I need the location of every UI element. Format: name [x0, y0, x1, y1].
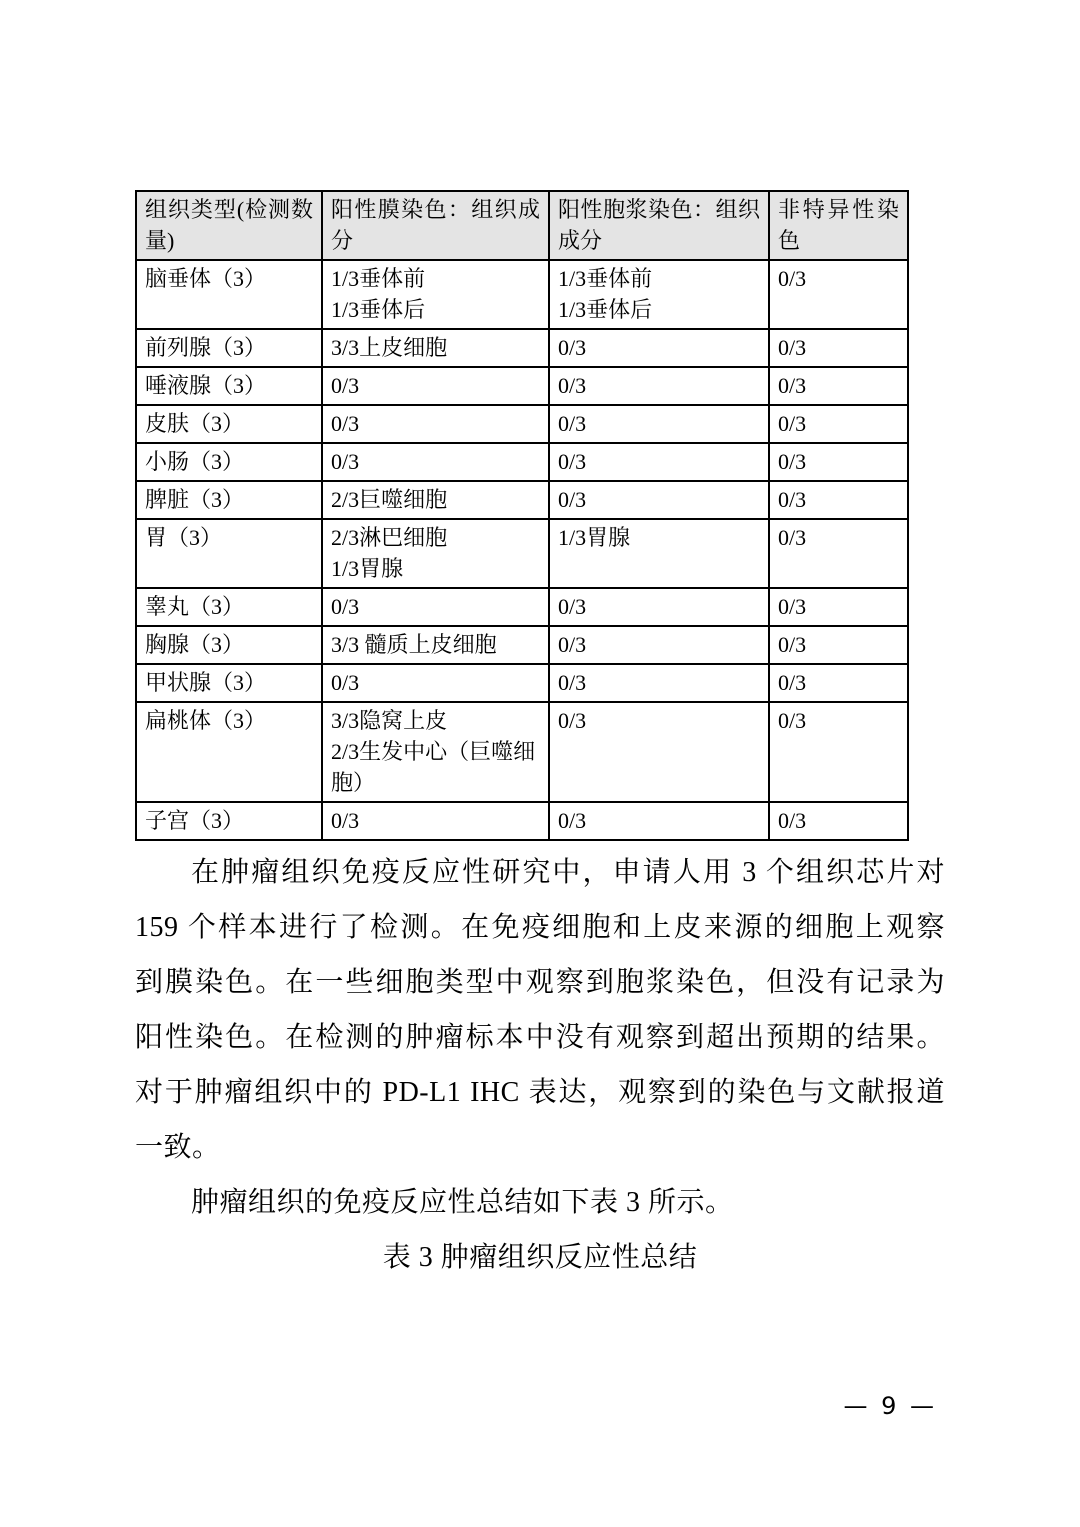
table-cell-line: 前列腺（3）	[145, 335, 267, 360]
table-cell-line: 0/3	[558, 335, 587, 360]
table-cell	[136, 481, 322, 519]
table-cell	[549, 329, 769, 367]
table-cell	[322, 702, 549, 802]
table-cell-line: 1/3垂体后	[331, 297, 426, 322]
table-row	[136, 802, 908, 840]
table-header-row	[136, 191, 908, 260]
table-cell-line: 0/3	[778, 411, 807, 436]
table-cell	[136, 443, 322, 481]
table-cell	[322, 802, 549, 840]
header-cell-line: 阳性胞浆染色：组织	[558, 197, 760, 222]
paragraph-2: 肿瘤组织的免疫反应性总结如下表 3 所示。	[191, 1187, 734, 1218]
table-cell-line: 3/3上皮细胞	[331, 335, 448, 360]
header-cell-line: 量)	[145, 228, 175, 253]
table-cell	[322, 443, 549, 481]
table-cell	[322, 481, 549, 519]
table-cell-line: 2/3淋巴细胞	[331, 525, 448, 550]
table-cell-line: 1/3胃腺	[331, 556, 404, 581]
table-cell	[769, 664, 908, 702]
table3-caption: 表 3 肿瘤组织反应性总结	[382, 1242, 698, 1273]
table-cell-line: 脾脏（3）	[145, 487, 245, 512]
table-cell	[136, 588, 322, 626]
header-cell-line: 阳性膜染色：组织成	[331, 197, 540, 222]
table-row	[136, 405, 908, 443]
table-cell	[136, 260, 322, 329]
table-row	[136, 367, 908, 405]
table-cell-line: 2/3生发中心（巨噬细	[331, 739, 536, 764]
table-cell	[136, 802, 322, 840]
table-cell-line: 0/3	[558, 632, 587, 657]
table-cell-line: 0/3	[331, 594, 360, 619]
table-cell-line: 1/3垂体前	[331, 266, 426, 291]
table-cell	[549, 702, 769, 802]
table-cell-line: 1/3胃腺	[558, 525, 631, 550]
table-cell-line: 0/3	[778, 373, 807, 398]
table-cell	[322, 329, 549, 367]
table-cell-line: 0/3	[558, 373, 587, 398]
page-number: — 9 —	[843, 1392, 937, 1420]
table-cell-line: 0/3	[331, 449, 360, 474]
table-cell-line: 0/3	[778, 808, 807, 833]
table-cell	[769, 481, 908, 519]
table-cell	[549, 481, 769, 519]
table-cell	[549, 626, 769, 664]
table-cell-line: 0/3	[778, 487, 807, 512]
table-cell-line: 0/3	[558, 411, 587, 436]
table-cell	[769, 329, 908, 367]
table-cell	[322, 367, 549, 405]
paragraph-line: 到膜染色。在一些细胞类型中观察到胞浆染色，但没有记录为	[135, 967, 945, 998]
table-body	[136, 260, 908, 840]
tissue-reactivity-table	[135, 190, 909, 841]
table-cell	[769, 405, 908, 443]
table-cell	[322, 405, 549, 443]
table-cell-line: 0/3	[778, 708, 807, 733]
table-cell-line: 0/3	[558, 708, 587, 733]
table-cell	[769, 367, 908, 405]
table-cell-line: 0/3	[331, 670, 360, 695]
table-cell	[769, 443, 908, 481]
table-row	[136, 519, 908, 588]
table-cell	[136, 664, 322, 702]
table-cell	[136, 405, 322, 443]
header-cell-line: 分	[331, 228, 354, 253]
table-row	[136, 664, 908, 702]
table-cell	[136, 519, 322, 588]
table-row	[136, 702, 908, 802]
table-cell	[549, 405, 769, 443]
table-row	[136, 481, 908, 519]
body-text-block	[135, 845, 945, 1285]
table-cell-line: 脑垂体（3）	[145, 266, 267, 291]
table-cell-line: 胞）	[331, 770, 376, 795]
table-cell	[136, 626, 322, 664]
table-row	[136, 588, 908, 626]
table-cell	[549, 260, 769, 329]
table-header-cell	[549, 191, 769, 260]
table-cell-line: 睾丸（3）	[145, 594, 245, 619]
table-cell-line: 0/3	[778, 525, 807, 550]
table-cell	[769, 519, 908, 588]
table-cell-line: 0/3	[778, 449, 807, 474]
table-row	[136, 260, 908, 329]
paragraph-1	[135, 845, 945, 1175]
paragraph-line: 对于肿瘤组织中的 PD-L1 IHC 表达，观察到的染色与文献报道	[135, 1077, 945, 1108]
table-cell-line: 0/3	[558, 449, 587, 474]
table-row	[136, 443, 908, 481]
table-cell-line: 0/3	[558, 487, 587, 512]
table-cell	[322, 664, 549, 702]
table-cell	[136, 702, 322, 802]
table-cell-line: 1/3垂体后	[558, 297, 653, 322]
table-cell-line: 0/3	[778, 632, 807, 657]
table-cell-line: 扁桃体（3）	[145, 708, 267, 733]
table-cell	[549, 519, 769, 588]
table-cell	[769, 802, 908, 840]
header-cell-line: 组织类型(检测数	[145, 197, 313, 222]
table-row	[136, 329, 908, 367]
table-cell-line: 0/3	[558, 808, 587, 833]
table-cell	[769, 588, 908, 626]
paragraph-line: 一致。	[135, 1132, 221, 1163]
header-cell-line: 非特异性染	[778, 197, 899, 222]
table-cell	[769, 702, 908, 802]
table-cell-line: 子宫（3）	[145, 808, 245, 833]
table-cell	[769, 260, 908, 329]
table-cell-line: 胃（3）	[145, 525, 223, 550]
table-cell-line: 0/3	[331, 808, 360, 833]
table-cell-line: 0/3	[558, 670, 587, 695]
paragraph-line: 159 个样本进行了检测。在免疫细胞和上皮来源的细胞上观察	[135, 912, 945, 943]
table-row	[136, 626, 908, 664]
table-cell	[322, 260, 549, 329]
table-cell-line: 0/3	[331, 411, 360, 436]
table-cell-line: 0/3	[778, 594, 807, 619]
table-cell	[769, 626, 908, 664]
table-cell-line: 2/3巨噬细胞	[331, 487, 448, 512]
table-cell-line: 0/3	[558, 594, 587, 619]
table-cell-line: 3/3 髓质上皮细胞	[331, 632, 497, 657]
table-cell	[549, 664, 769, 702]
table-cell	[549, 588, 769, 626]
table-cell	[322, 588, 549, 626]
table-header-cell	[136, 191, 322, 260]
table-header-cell	[322, 191, 549, 260]
header-cell-line: 色	[778, 228, 801, 253]
header-cell-line: 成分	[558, 228, 603, 253]
table-cell-line: 小肠（3）	[145, 449, 245, 474]
table-header-cell	[769, 191, 908, 260]
table-cell-line: 胸腺（3）	[145, 632, 245, 657]
table-cell	[549, 443, 769, 481]
table-cell	[322, 626, 549, 664]
table-cell-line: 皮肤（3）	[145, 411, 245, 436]
table-cell	[549, 802, 769, 840]
table-cell	[549, 367, 769, 405]
table-cell-line: 0/3	[778, 670, 807, 695]
table-cell-line: 0/3	[778, 266, 807, 291]
table-cell-line: 甲状腺（3）	[145, 670, 267, 695]
table-cell	[136, 329, 322, 367]
table-cell	[322, 519, 549, 588]
paragraph-line: 在肿瘤组织免疫反应性研究中，申请人用 3 个组织芯片对	[191, 857, 945, 888]
table-cell-line: 唾液腺（3）	[145, 373, 267, 398]
table-cell-line: 0/3	[331, 373, 360, 398]
table-cell	[136, 367, 322, 405]
table-cell-line: 1/3垂体前	[558, 266, 653, 291]
table-cell-line: 0/3	[778, 335, 807, 360]
table-cell-line: 3/3隐窝上皮	[331, 708, 448, 733]
paragraph-line: 阳性染色。在检测的肿瘤标本中没有观察到超出预期的结果。	[135, 1022, 945, 1053]
